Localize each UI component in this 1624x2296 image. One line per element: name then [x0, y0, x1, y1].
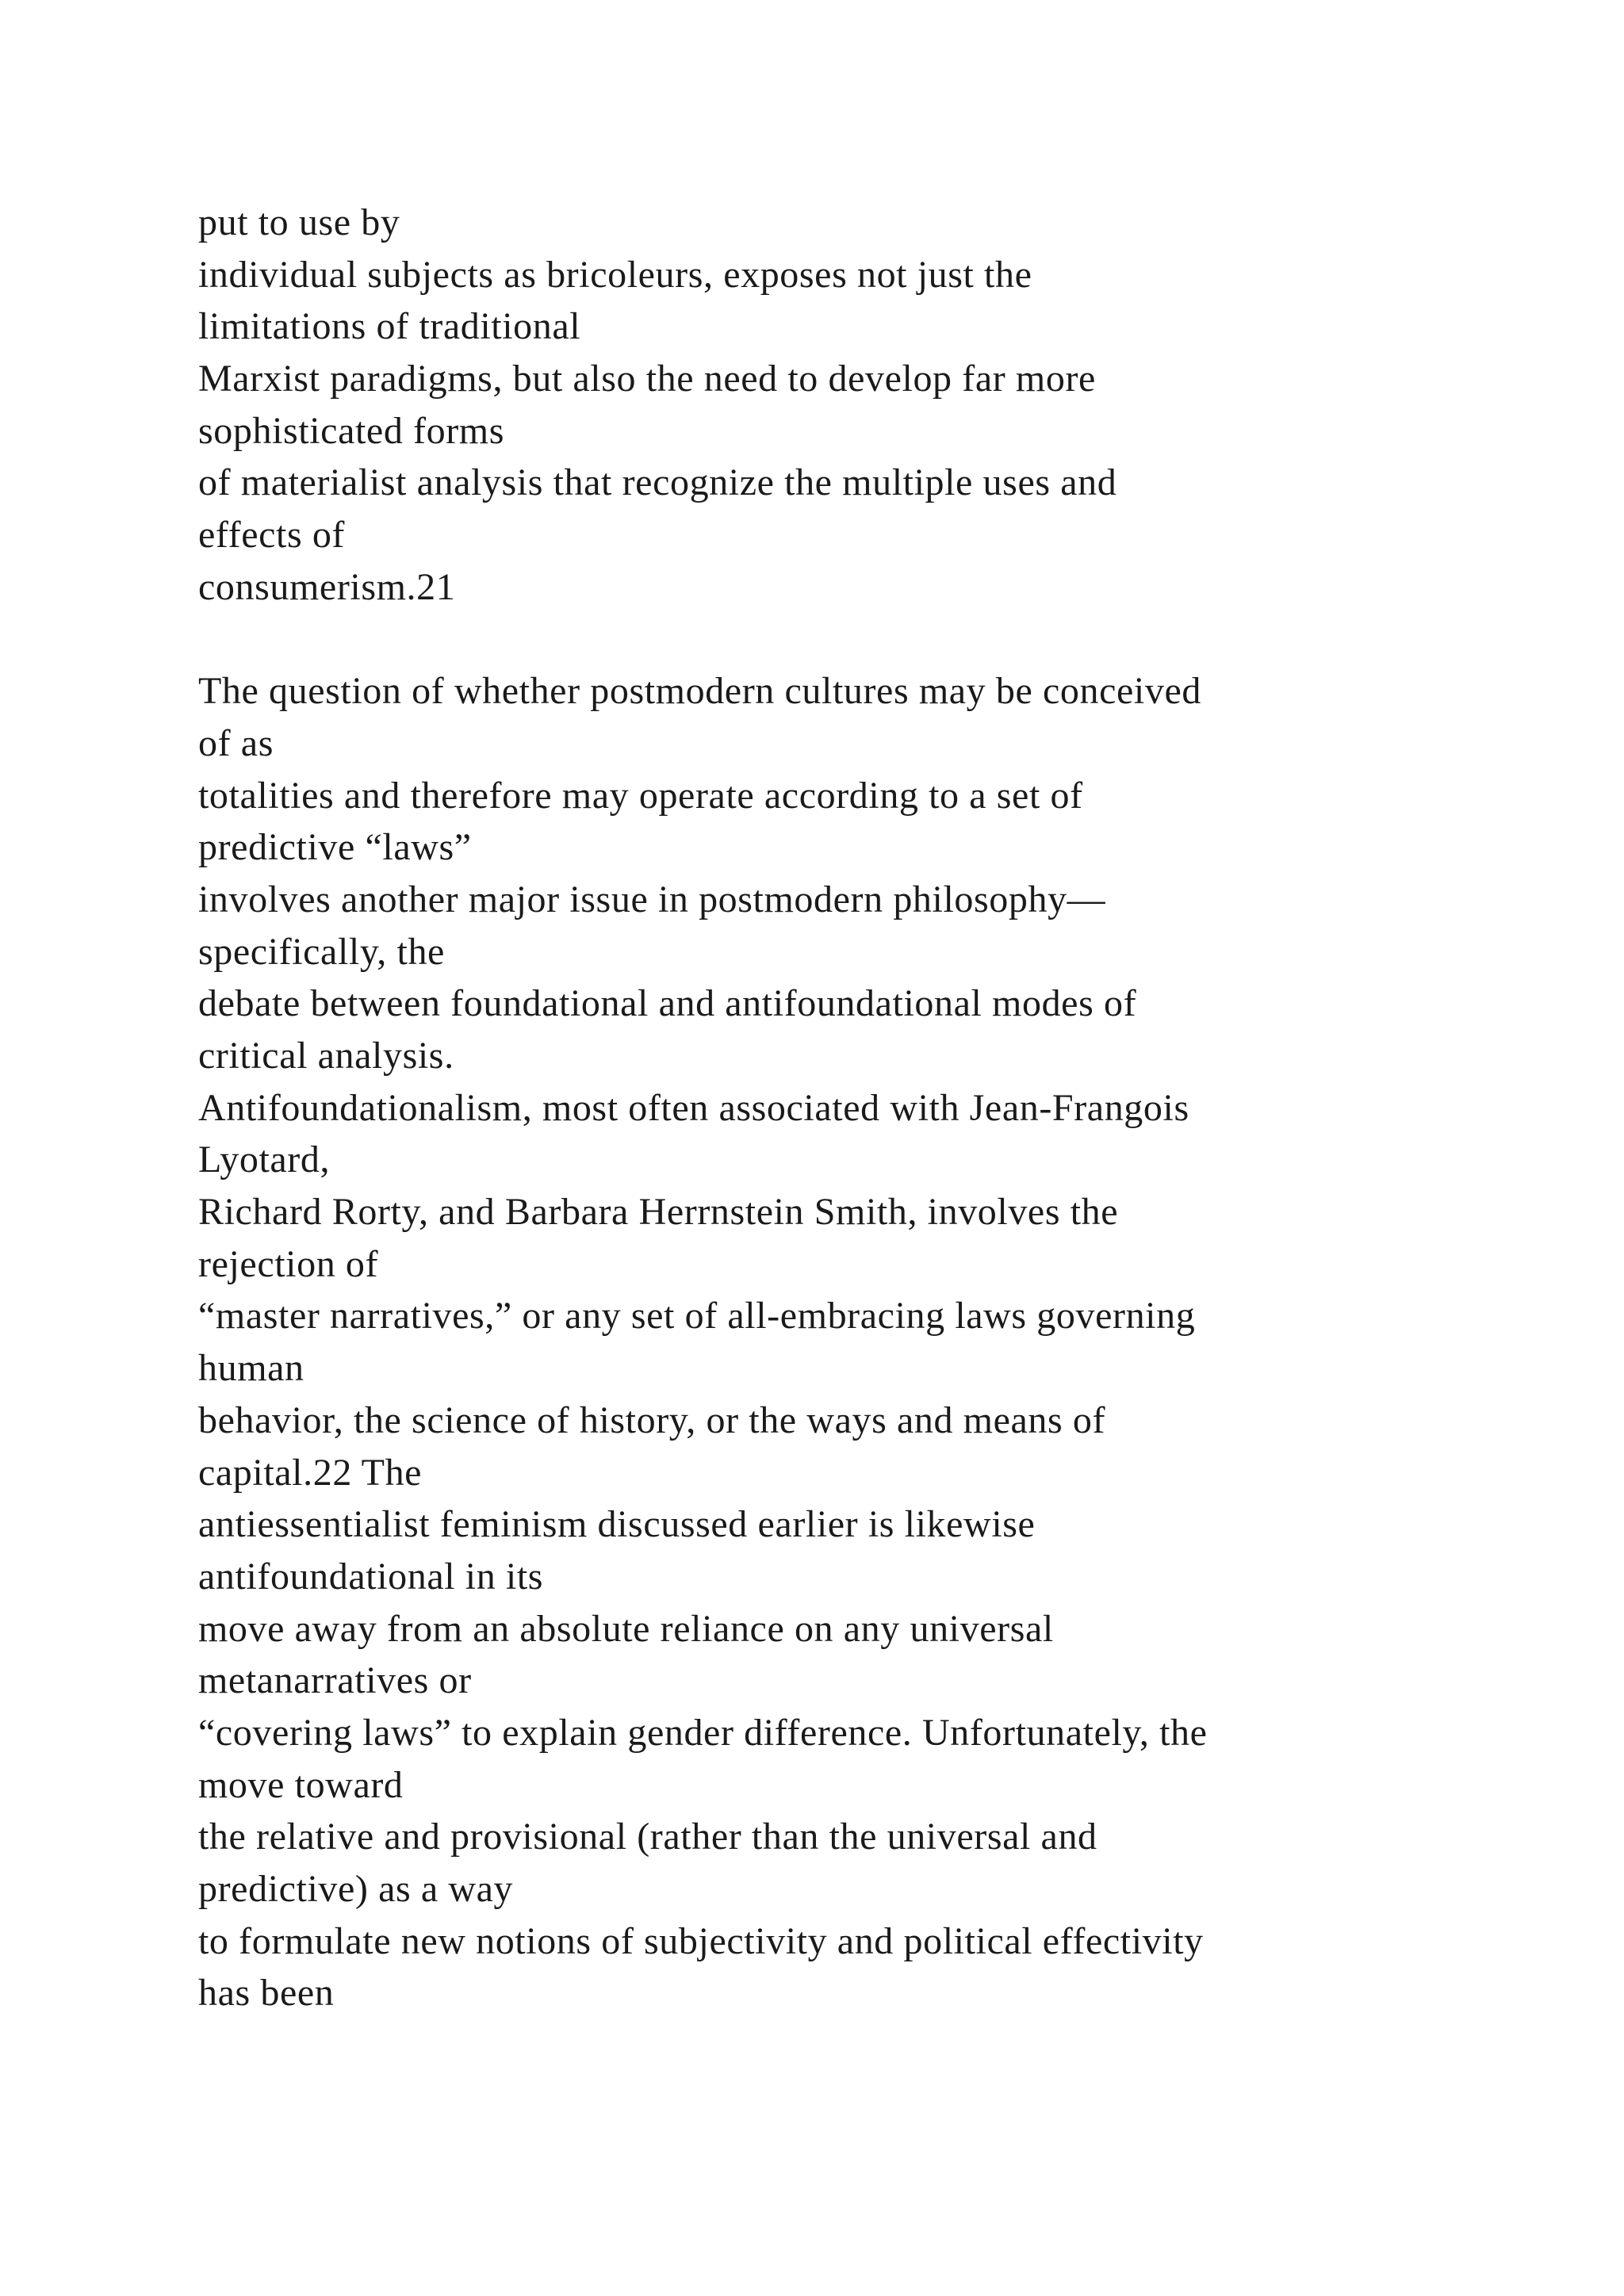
text-line: put to use by [198, 201, 400, 243]
text-line: individual subjects as bricoleurs, exposes not just the [198, 253, 1032, 296]
text-line: consumerism.21 [198, 565, 456, 608]
text-line: to formulate new notions of subjectivity and political effectivity [198, 1919, 1204, 1962]
text-line: sophisticated forms [198, 409, 505, 452]
text-line: limitations of traditional [198, 305, 581, 348]
text-line: Marxist paradigms, but also the need to develop far more [198, 358, 1096, 400]
text-line: antifoundational in its [198, 1555, 544, 1598]
paragraph-2 [198, 665, 1594, 2019]
text-line: Richard Rorty, and Barbara Herrnstein Smith, involves the [198, 1191, 1119, 1234]
text-line: predictive) as a way [198, 1868, 514, 1910]
text-line: antiessentialist feminism discussed earlier is likewise [198, 1503, 1036, 1546]
text-line: The question of whether postmodern cultures may be conceived [198, 670, 1201, 713]
text-line: of materialist analysis that recognize the multiple uses and [198, 461, 1117, 504]
text-line: specifically, the [198, 930, 445, 973]
text-line: the relative and provisional (rather than the universal and [198, 1816, 1097, 1858]
body-text [198, 197, 1594, 2019]
text-line: effects of [198, 514, 346, 557]
text-line: predictive “laws” [198, 826, 472, 869]
text-line: of as [198, 721, 274, 764]
text-line: human [198, 1347, 304, 1390]
text-line: totalities and therefore may operate according to a set of [198, 774, 1083, 817]
paragraph-gap [198, 614, 1594, 666]
text-line: behavior, the science of history, or the ways and means of [198, 1399, 1106, 1441]
text-line: Lyotard, [198, 1138, 331, 1181]
text-line: involves another major issue in postmodern philosophy— [198, 878, 1106, 920]
text-line: critical analysis. [198, 1035, 454, 1077]
text-line: move away from an absolute reliance on any universal [198, 1607, 1054, 1650]
text-line: debate between foundational and antifoundational modes of [198, 982, 1137, 1025]
text-line: metanarratives or [198, 1659, 472, 1702]
paragraph-1 [198, 197, 1594, 614]
text-line: “master narratives,” or any set of all-embracing laws governing [198, 1295, 1196, 1337]
text-line: “covering laws” to explain gender difference. Unfortunately, the [198, 1711, 1208, 1754]
text-line: Antifoundationalism, most often associated with Jean-Frangois [198, 1086, 1189, 1129]
text-line: capital.22 The [198, 1451, 423, 1494]
text-line: move toward [198, 1763, 404, 1806]
text-line: rejection of [198, 1242, 379, 1285]
text-line: has been [198, 1972, 335, 2015]
